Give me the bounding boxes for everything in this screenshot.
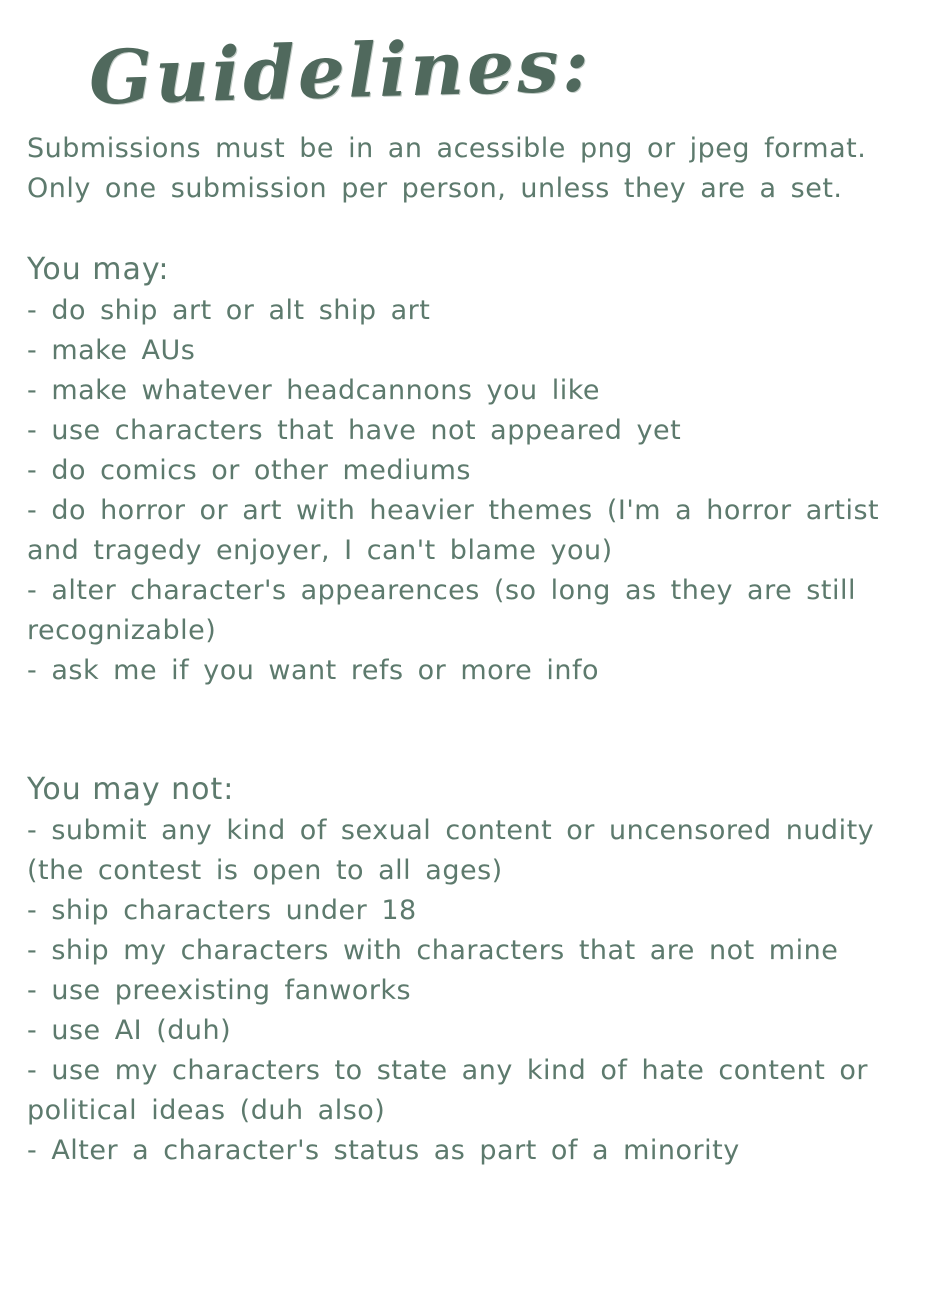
section-you-may [27,249,916,691]
list-item: - ask me if you want refs or more info [27,655,599,687]
list-item: - ship my characters with characters that are not mine [27,935,839,967]
you-may-list [27,291,916,691]
list-item: - make whatever headcannons you like [27,375,601,407]
list-item: - use AI (duh) [27,1015,232,1047]
list-item: - do comics or other mediums [27,455,471,487]
list-item: - use preexisting fanworks [27,975,412,1007]
list-item: - use characters that have not appeared yet [27,415,682,447]
you-may-not-list [27,811,916,1171]
list-item: - alter character's appearences (so long as they are still recognizable) [27,575,856,647]
section-heading-you-may-not: You may not: [27,772,235,808]
list-item: - do horror or art with heavier themes (I'm a horror artist and tragedy enjoyer, I can't blame you) [27,495,880,567]
section-heading-you-may: You may: [27,252,170,288]
list-item: - make AUs [27,335,196,367]
list-item: - submit any kind of sexual content or uncensored nudity (the contest is open to all ages) [27,815,875,887]
list-item: - do ship art or alt ship art [27,295,431,327]
list-item: - ship characters under 18 [27,895,417,927]
section-you-may-not [27,769,916,1171]
list-item: - use my characters to state any kind of hate content or political ideas (duh also) [27,1055,868,1127]
page-title: Guidelines: [87,22,594,122]
intro-paragraph: Submissions must be in an acessible png or jpeg format. Only one submission per person, unless they are a set. [27,133,867,205]
list-item: - Alter a character's status as part of a minority [27,1135,740,1167]
